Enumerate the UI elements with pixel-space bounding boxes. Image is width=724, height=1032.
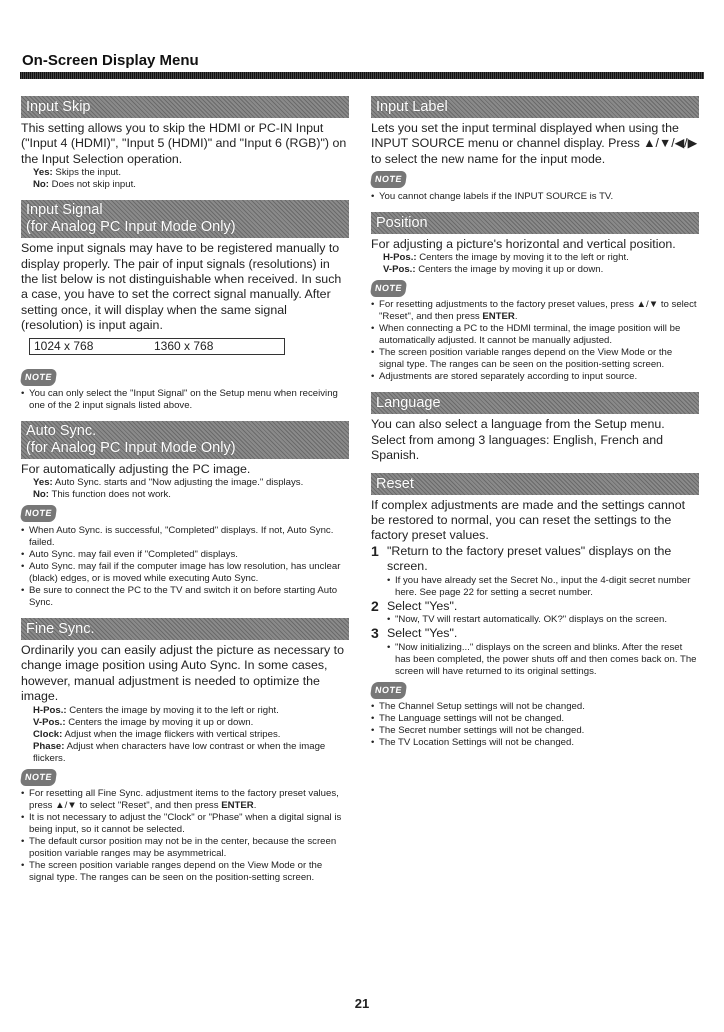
note-item: • The Channel Setup settings will not be changed. (371, 701, 699, 713)
fine-sync-phase: Phase: Adjust when characters have low contrast or when the image flickers. (33, 740, 326, 764)
input-label-body: Lets you set the input terminal displayed when using the INPUT SOURCE menu or channel display. Press ▲/▼/◀/▶ to select the new name for the input mode. (371, 121, 698, 166)
reset-notes (371, 701, 699, 749)
reset-heading: Reset (371, 473, 699, 495)
reset-step-sub: • If you have already set the Secret No., input the 4-digit secret number here. See page 22 for setting a secret number. (387, 575, 699, 599)
position-body: For adjusting a picture's horizontal and vertical position. (371, 236, 676, 251)
note-item: • Be sure to connect the PC to the TV and switch it on before starting Auto Sync. (21, 585, 349, 609)
note-icon: NOTE (20, 769, 57, 786)
fine-sync-hpos: H-Pos.: Centers the image by moving it to the left or right. (33, 704, 279, 716)
position-hpos: H-Pos.: Centers the image by moving it to the left or right. (383, 252, 629, 264)
right-column (371, 96, 699, 758)
note-item: • When Auto Sync. is successful, "Completed" displays. If not, Auto Sync. failed. (21, 525, 349, 549)
fine-sync-body: Ordinarily you can easily adjust the picture as necessary to change image position using Auto Sync. In some cases, however, manual adjustment is needed to optimize the image. (21, 642, 345, 704)
section-position (371, 212, 699, 384)
note-icon: NOTE (20, 505, 57, 522)
note-item: • For resetting all Fine Sync. adjustment items to the factory preset values, press ▲/▼ to select "Reset", and then press ENTER. (21, 788, 349, 812)
input-signal-heading: Input Signal (for Analog PC Input Mode Only) (21, 200, 349, 238)
section-fine-sync (21, 618, 349, 884)
section-input-label (371, 96, 699, 203)
left-column (21, 96, 349, 893)
auto-sync-notes (21, 525, 349, 609)
note-item: • The screen position variable ranges depend on the View Mode or the signal type. The ranges can be seen on the position-setting screen. (371, 347, 699, 371)
reset-step: 1 "Return to the factory preset values" displays on the screen. • If you have already set the Secret No., input the 4-digit secret number here. See page 22 for setting a secret number. (371, 544, 699, 599)
note-item: • Auto Sync. may fail even if "Completed" displays. (21, 549, 349, 561)
note-icon: NOTE (370, 682, 407, 699)
reset-steps (371, 544, 699, 678)
language-heading: Language (371, 392, 699, 414)
input-skip-body: This setting allows you to skip the HDMI or PC-IN Input ("Input 4 (HDMI)", "Input 5 (HDMI)" and "Input 6 (RGB)") on the Input Selection operation. (21, 121, 347, 166)
reset-step: 3 Select "Yes". • "Now initializing..." displays on the screen and blinks. After the reset has been completed, the power shuts off and then comes back on. The screen will have returned to its original settings. (371, 626, 699, 677)
auto-sync-yes: Yes: Auto Sync. starts and "Now adjusting the image." displays. (33, 477, 304, 489)
reset-step: 2 Select "Yes". • "Now, TV will restart automatically. OK?" displays on the screen. (371, 599, 699, 626)
auto-sync-body: For automatically adjusting the PC image. (21, 462, 251, 477)
input-signal-body: Some input signals may have to be registered manually to display properly. The pair of input signals (resolutions) in the list below is not distinguishable when received. In such a case, you have to set the correct signal manually. After setting once, it will display when the same signal (resolution) is input again. (21, 241, 342, 333)
section-input-signal (21, 200, 349, 412)
reset-step-sub: • "Now, TV will restart automatically. OK?" displays on the screen. (387, 614, 699, 626)
note-item: • The TV Location Settings will not be changed. (371, 737, 699, 749)
note-item: • It is not necessary to adjust the "Clock" or "Phase" when a digital signal is being input, so it cannot be selected. (21, 812, 349, 836)
note-item: • The Language settings will not be changed. (371, 713, 699, 725)
resolution-2: 1360 x 768 (154, 338, 214, 353)
input-label-heading: Input Label (371, 96, 699, 118)
note-item: • For resetting adjustments to the factory preset values, press ▲/▼ to select "Reset", and then press ENTER. (371, 299, 699, 323)
note-icon: NOTE (370, 280, 407, 297)
note-icon: NOTE (20, 369, 57, 386)
note-item: • You can only select the "Input Signal" on the Setup menu when receiving one of the 2 input signals listed above. (21, 388, 349, 412)
auto-sync-heading: Auto Sync. (for Analog PC Input Mode Only) (21, 421, 349, 459)
input-label-notes (371, 191, 699, 203)
note-item: • The default cursor position may not be in the center, because the screen position variable ranges may be asymmetrical. (21, 836, 349, 860)
note-item: • Adjustments are stored separately according to input source. (371, 371, 699, 383)
note-icon: NOTE (370, 171, 407, 188)
position-notes (371, 299, 699, 383)
resolution-1: 1024 x 768 (34, 338, 94, 353)
fine-sync-notes (21, 788, 349, 884)
reset-body: If complex adjustments are made and the settings cannot be restored to normal, you can reset the settings to the factory preset values. (371, 497, 686, 543)
position-vpos: V-Pos.: Centers the image by moving it up or down. (383, 264, 604, 276)
fine-sync-vpos: V-Pos.: Centers the image by moving it up or down. (33, 716, 254, 728)
note-item: • When connecting a PC to the HDMI terminal, the image position will be automatically adjusted. It cannot be manually adjusted. (371, 323, 699, 347)
input-signal-notes (21, 388, 349, 412)
section-reset (371, 473, 699, 749)
note-item: • The Secret number settings will not be changed. (371, 725, 699, 737)
reset-step-sub: • "Now initializing..." displays on the screen and blinks. After the reset has been completed, the power shuts off and then comes back on. The screen will have returned to its original settings. (387, 642, 699, 678)
input-skip-yes: Yes: Skips the input. (33, 167, 122, 179)
note-item: • You cannot change labels if the INPUT SOURCE is TV. (371, 191, 699, 203)
page-number: 21 (354, 996, 370, 1011)
language-body: You can also select a language from the Setup menu. Select from among 3 languages: English, French and Spanish. (371, 417, 665, 463)
resolution-table (29, 338, 285, 355)
section-input-skip (21, 96, 349, 191)
section-language (371, 392, 699, 463)
input-skip-no: No: Does not skip input. (33, 179, 136, 191)
section-auto-sync (21, 421, 349, 609)
auto-sync-no: No: This function does not work. (33, 489, 171, 501)
input-skip-heading: Input Skip (21, 96, 349, 118)
note-item: • Auto Sync. may fail if the computer image has low resolution, has unclear (black) edges, or is moved while executing Auto Sync. (21, 561, 349, 585)
page-title: On-Screen Display Menu (22, 52, 199, 69)
title-rule (20, 72, 704, 79)
fine-sync-heading: Fine Sync. (21, 618, 349, 640)
position-heading: Position (371, 212, 699, 234)
fine-sync-clock: Clock: Adjust when the image flickers with vertical stripes. (33, 728, 281, 740)
note-item: • The screen position variable ranges depend on the View Mode or the signal type. The ranges can be seen on the position-setting screen. (21, 860, 349, 884)
